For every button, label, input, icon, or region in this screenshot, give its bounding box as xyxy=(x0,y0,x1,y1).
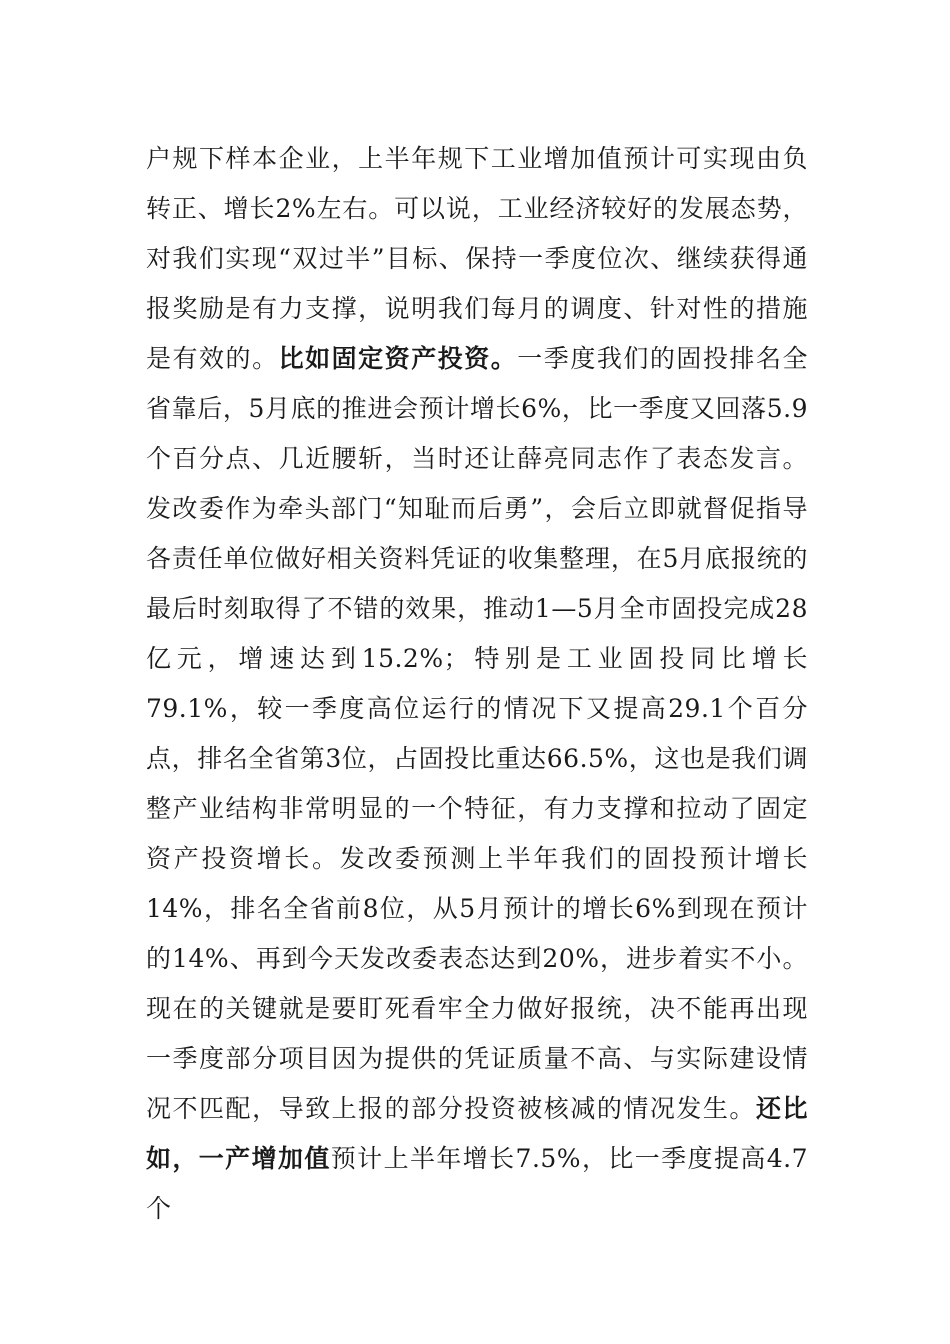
paragraph-text-segment: 户规下样本企业，上半年规下工业增加值预计可实现由负转正、增长2%左右。可以说，工业经济较好的发展态势，对我们实现“双过半”目标、保持一季度位次、继续获得通报奖励是有力支撑，说明我们每月的调度、针对性的措施是有效的。 xyxy=(146,144,808,373)
paragraph-text-segment: 一季度我们的固投排名全省靠后，5月底的推进会预计增长6%，比一季度又回落5.9个百分点、几近腰斩，当时还让薛亮同志作了表态发言。发改委作为牵头部门“知耻而后勇”，会后立即就督促指导各责任单位做好相关资料凭证的收集整理，在5月底报统的最后时刻取得了不错的效果，推动1—5月全市固投完成28亿元，增速达到15.2%；特别是工业固投同比增长79.1%，较一季度高位运行的情况下又提高29.1个百分点，排名全省第3位，占固投比重达66.5%，这也是我们调整产业结构非常明显的一个特征，有力支撑和拉动了固定资产投资增长。发改委预测上半年我们的固投预计增长14%，排名全省前8位，从5月预计的增长6%到现在预计的14%、再到今天发改委表态达到20%，进步着实不小。现在的关键就是要盯死看牢全力做好报统，决不能再出现一季度部分项目因为提供的凭证质量不高、与实际建设情况不匹配，导致上报的部分投资被核减的情况发生。 xyxy=(146,344,808,1123)
body-paragraph xyxy=(146,134,808,1234)
emphasis-fixed-asset-investment: 比如固定资产投资。 xyxy=(278,344,518,373)
paragraph-text-segment: 预计上半年增长7.5%，比一季度提高4.7个 xyxy=(146,1144,808,1223)
emphasis-primary-industry: 还比如，一产增加值 xyxy=(146,1094,808,1173)
